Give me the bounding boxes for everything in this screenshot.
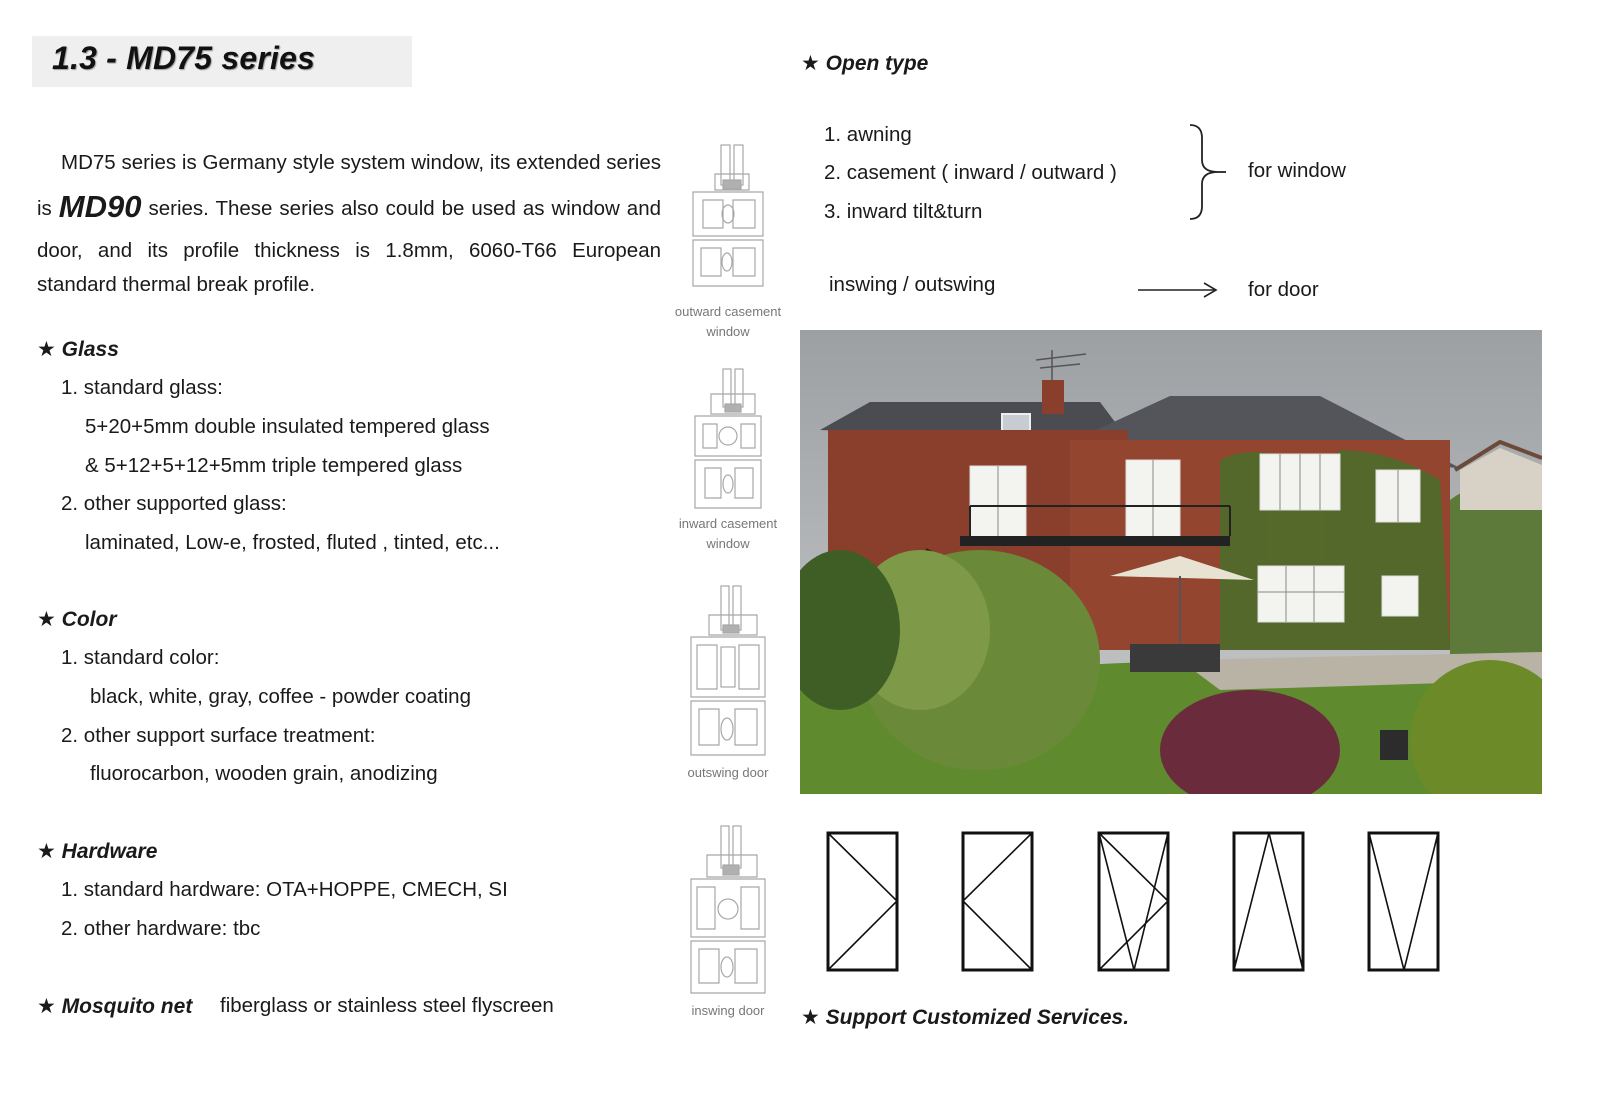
glass-line: laminated, Low-e, frosted, fluted , tinted, etc... xyxy=(85,531,500,554)
intro-highlight-md90: MD90 xyxy=(58,188,142,224)
profile-outswing-door xyxy=(676,585,780,783)
opening-diagram-icon xyxy=(1367,831,1441,972)
for-door-label: for door xyxy=(1248,278,1319,301)
intro-paragraph xyxy=(37,146,661,303)
arrow-right-icon xyxy=(1136,280,1220,300)
opening-diagram-icon xyxy=(961,831,1035,972)
opening-diagram-icon xyxy=(1097,831,1171,972)
house-photo xyxy=(800,330,1542,794)
hardware-line: 1. standard hardware: OTA+HOPPE, CMECH, SI xyxy=(61,878,508,901)
intro-text-part2: series. These series also could be used as window and door, and its profile thickness is 1.8mm, 6060-T66 European standard thermal break profile. xyxy=(37,196,661,297)
profile-section-icon xyxy=(685,585,771,757)
glass-heading: ★ Glass xyxy=(37,338,119,361)
open-type-item: 3. inward tilt&turn xyxy=(824,200,983,223)
opening-diagram-icon xyxy=(1232,831,1306,972)
open-type-item: 2. casement ( inward / outward ) xyxy=(824,161,1117,184)
profile-caption: outward casement window xyxy=(674,304,782,339)
color-line: 2. other support surface treatment: xyxy=(61,724,376,747)
color-line: black, white, gray, coffee - powder coating xyxy=(90,685,471,708)
curly-brace-icon xyxy=(1184,122,1230,222)
hardware-line: 2. other hardware: tbc xyxy=(61,917,261,940)
profile-section-icon xyxy=(685,825,771,995)
open-type-heading: ★ Open type xyxy=(801,52,929,75)
profile-caption: inswing door xyxy=(691,1003,765,1018)
page-title: 1.3 - MD75 series xyxy=(52,40,316,76)
door-open-item: inswing / outswing xyxy=(829,273,996,296)
color-line: 1. standard color: xyxy=(61,646,220,669)
glass-line: 5+20+5mm double insulated tempered glass xyxy=(85,415,490,438)
profile-inward-casement xyxy=(676,368,780,554)
glass-line: 1. standard glass: xyxy=(61,376,223,399)
color-line: fluorocarbon, wooden grain, anodizing xyxy=(90,762,438,785)
for-window-label: for window xyxy=(1248,159,1346,182)
intro-text-part1: MD75 series is Germany style system window, its extended series is xyxy=(37,151,661,220)
glass-line: & 5+12+5+12+5mm triple tempered glass xyxy=(85,454,463,477)
color-heading: ★ Color xyxy=(37,608,117,631)
profile-caption: outswing door xyxy=(687,765,769,780)
profile-section-icon xyxy=(685,144,771,290)
profile-section-icon xyxy=(685,368,771,510)
glass-line: 2. other supported glass: xyxy=(61,492,287,515)
open-type-item: 1. awning xyxy=(824,123,912,146)
profile-inswing-door xyxy=(676,825,780,1021)
customized-services-note: ★ Support Customized Services. xyxy=(801,1006,1130,1029)
mosquito-heading: ★ Mosquito net xyxy=(37,995,193,1018)
mosquito-text: fiberglass or stainless steel flyscreen xyxy=(220,994,554,1017)
opening-diagram-icon xyxy=(826,831,900,972)
profile-outward-casement xyxy=(676,144,780,342)
profile-caption: inward casement window xyxy=(678,516,778,551)
hardware-heading: ★ Hardware xyxy=(37,840,158,863)
house-photo-icon xyxy=(800,330,1542,794)
